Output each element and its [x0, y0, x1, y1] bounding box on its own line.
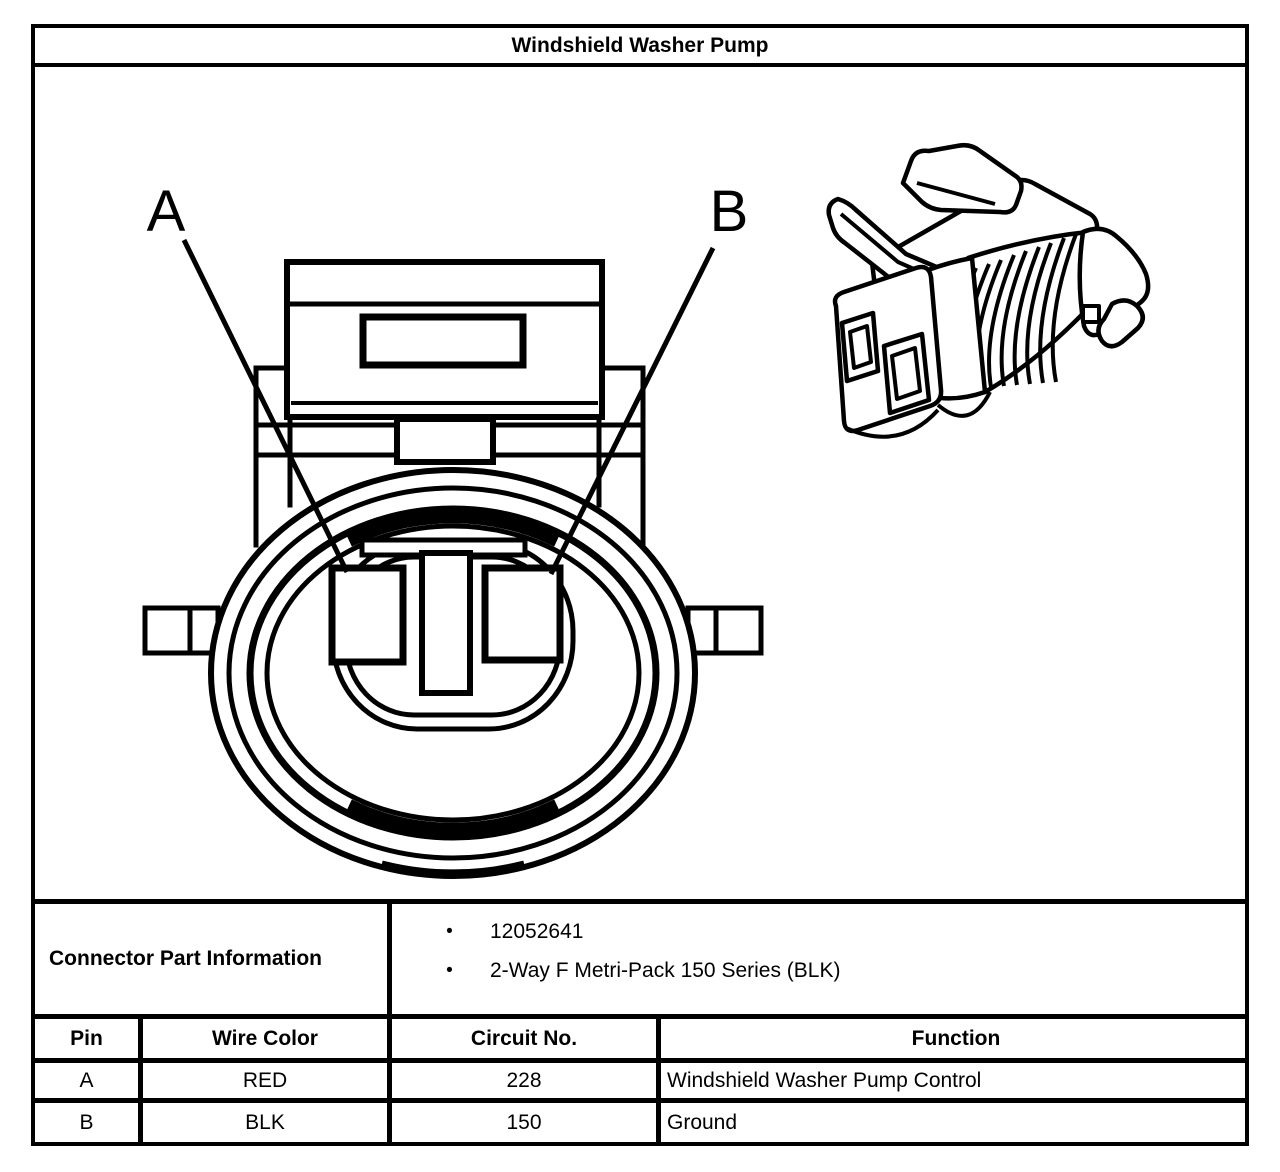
cavity-hole-1-outer [842, 313, 878, 381]
header-pin: Pin [35, 1019, 143, 1058]
header-wire-color: Wire Color [143, 1019, 392, 1058]
diagram-cell [35, 67, 1245, 904]
row-a-circuit-no: 228 [392, 1063, 661, 1098]
row-a-wire-color: RED [143, 1063, 392, 1098]
part-info-list [392, 904, 1245, 1014]
part-number-item [392, 912, 1245, 951]
pin-b-label: B [709, 179, 749, 244]
table-row-b [35, 1103, 1245, 1142]
pin-a-label: A [146, 179, 186, 244]
header-function-label: Function [911, 1026, 1001, 1050]
spec-sheet-frame [31, 24, 1249, 1146]
center-lock-tab [397, 419, 493, 462]
header-function [661, 1019, 1245, 1058]
terminal-b [485, 568, 560, 660]
header-circuit-no: Circuit No. [392, 1019, 661, 1058]
terminal-a [332, 568, 403, 662]
table-row-a [35, 1063, 1245, 1103]
row-b-wire-color: BLK [143, 1103, 392, 1142]
keyway-window [363, 317, 523, 365]
mounting-tab-left [145, 608, 218, 653]
row-a-function: Windshield Washer Pump Control [667, 1068, 982, 1092]
lock-lever-top-3d [903, 145, 1022, 212]
row-a-pin: A [35, 1063, 143, 1098]
end-latch-detail [1083, 306, 1099, 322]
polarizing-key [422, 553, 470, 693]
series-text: 2-Way F Metri-Pack 150 Series (BLK) [490, 958, 841, 982]
series-item [392, 951, 1245, 990]
part-info-row [35, 904, 1245, 1019]
part-info-label-cell [35, 904, 392, 1014]
page-title: Windshield Washer Pump [511, 33, 769, 57]
connector-diagram [35, 67, 1245, 899]
title-bar [35, 28, 1245, 67]
pin-table-header [35, 1019, 1245, 1063]
row-b-pin: B [35, 1103, 143, 1142]
mounting-tab-right [688, 608, 761, 653]
perspective-view [829, 145, 1148, 437]
part-number-text: 12052641 [490, 919, 584, 943]
cavity-hole-2-outer [884, 334, 929, 413]
bullet-icon: • [446, 959, 453, 981]
row-b-function: Ground [667, 1110, 738, 1134]
row-b-circuit-no: 150 [392, 1103, 661, 1142]
part-info-label: Connector Part Information [49, 947, 323, 970]
bullet-icon: • [446, 920, 453, 942]
